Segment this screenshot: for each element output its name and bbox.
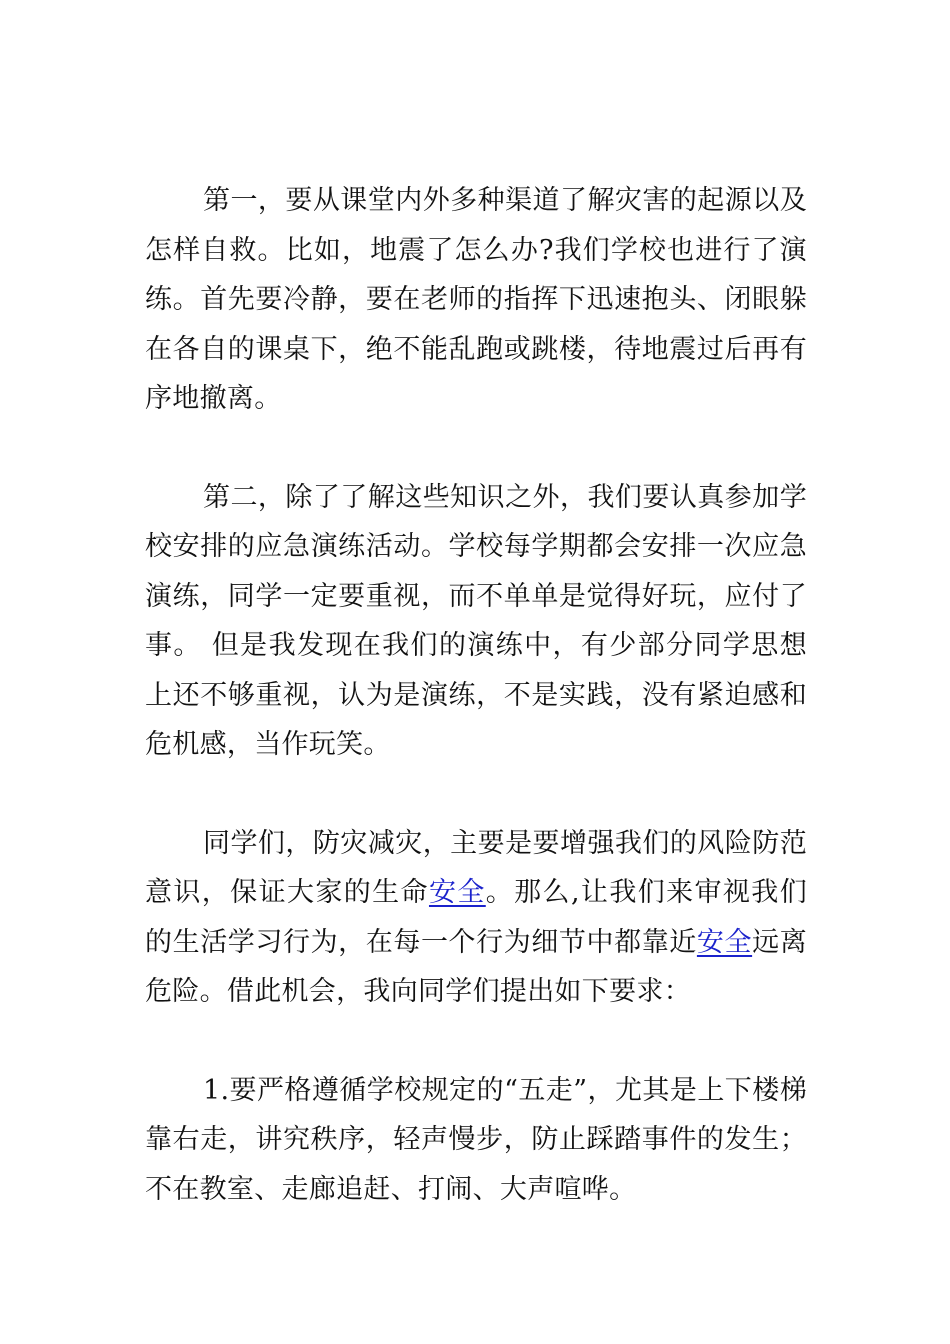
- safety-link-1[interactable]: 安全: [428, 877, 486, 908]
- paragraph-safety: [145, 819, 807, 1017]
- paragraph-first: 第一，要从课堂内外多种渠道了解灾害的起源以及怎样自救。比如，地震了怎么办?我们学校也进行了演练。首先要冷静，要在老师的指挥下迅速抱头、闭眼躲在各自的课桌下，绝不能乱跑或跳楼，待地震过后再有序地撤离。: [145, 185, 807, 414]
- paragraph-rule-1: 1.要严格遵循学校规定的“五走”，尤其是上下楼梯靠右走，讲究秩序，轻声慢步，防止踩踏事件的发生；不在教室、走廊追赶、打闹、大声喧哗。: [145, 1074, 807, 1205]
- safety-link-2[interactable]: 安全: [696, 926, 753, 958]
- paragraph-safety-text-2: 。那么,让我们来审视我们的生活学习行为，在每一个行为细节中都靠近: [145, 877, 808, 958]
- paragraph-safety-text-1: 同学们，防灾减灾，主要是要增强我们的风险防范意识，保证大家的生命: [145, 827, 807, 908]
- paragraph-second: 第二，除了了解这些知识之外，我们要认真参加学校安排的应急演练活动。学校每学期都会安排一次应急演练，同学一定要重视，而不单单是觉得好玩，应付了事。 但是我发现在我们的演练中，有少部分同学思想上还不够重视，认为是演练，不是实践，没有紧迫感和危机感，当作玩笑。: [145, 481, 807, 760]
- paragraph-safety-text-3: 远离危险。借此机会，我向同学们提出如下要求：: [145, 926, 808, 1007]
- document-page: [145, 176, 807, 1214]
